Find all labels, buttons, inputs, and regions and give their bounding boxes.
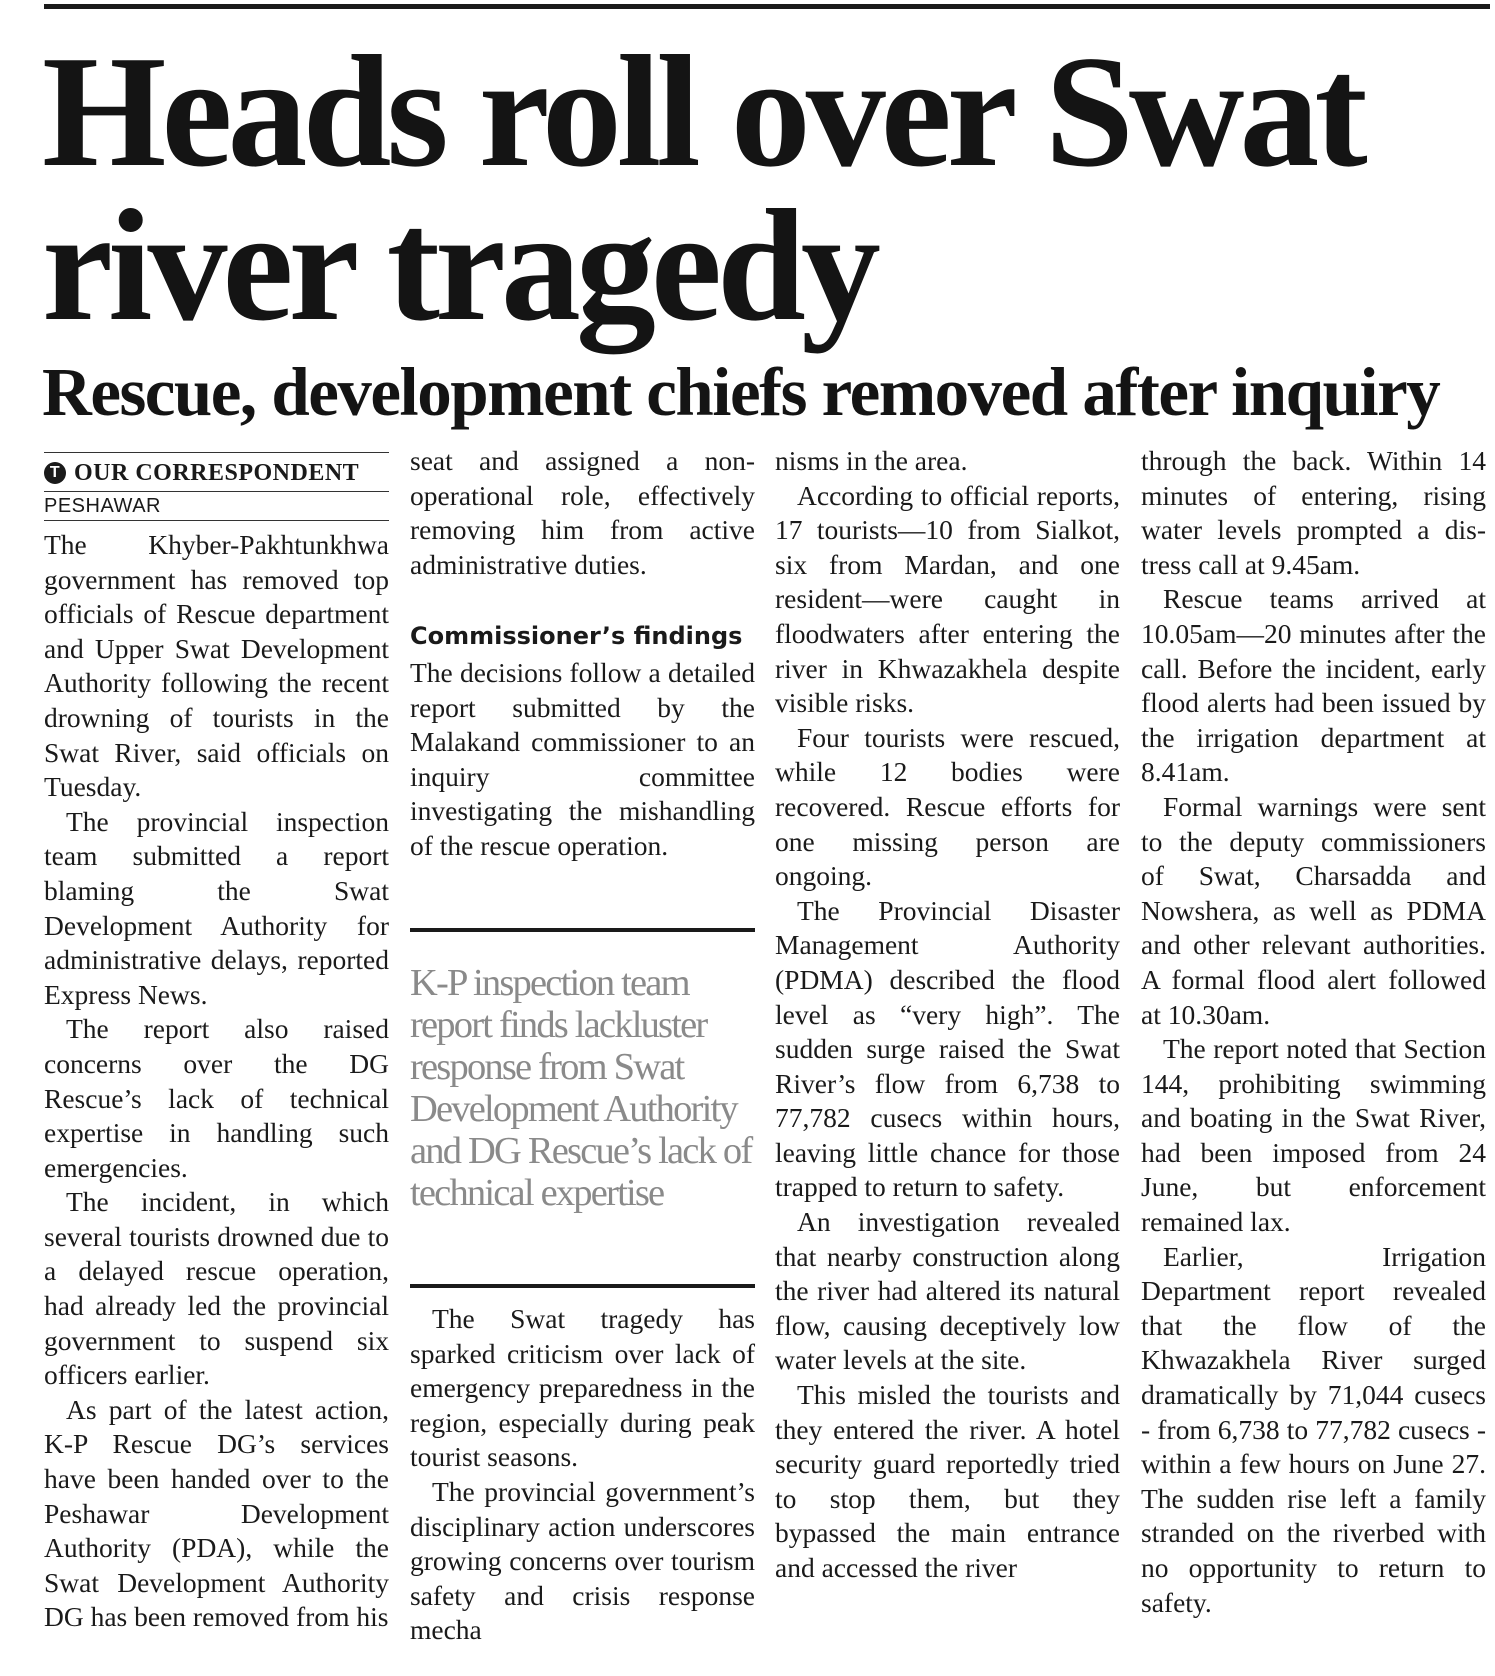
paragraph: The provincial inspection team submitted a report blaming the Swat Development Authority for administrative delays, reported Express News. (44, 805, 389, 1010)
paragraph: The decisions follow a detailed report submitted by the Malakand commissioner to an inquiry committee investigating the mishandling of the rescue operation. (410, 657, 755, 861)
article-column-2-top (410, 444, 755, 582)
paragraph: seat and assigned a non-operational role, effectively removing him from active administrative duties. (410, 445, 755, 580)
byline-top-rule (44, 452, 389, 453)
paragraph: The report noted that Section 144, prohibiting swimming and boating in the Swat River, had been imposed from 24 June, but enforcement remained lax. (1141, 1033, 1486, 1238)
pull-quote-bottom-rule (410, 1284, 755, 1288)
pull-quote: K-P inspection team report finds lackluster response from Swat Development Authority and DG Rescue’s lack of technical expertise (410, 962, 752, 1214)
pull-quote-top-rule (410, 928, 755, 932)
paragraph: through the back. Within 14 minutes of entering, rising water levels prompted a distress call at 9.45am. (1141, 445, 1486, 580)
article-column-2-bottom (410, 1302, 755, 1648)
paragraph: Four tourists were rescued, while 12 bodies were recovered. Rescue efforts for one missing person are ongoing. (775, 721, 1120, 892)
paragraph: The incident, in which several tourists drowned due to a delayed rescue operation, had already led the provincial government to suspend six officers earlier. (44, 1186, 389, 1391)
dateline: PESHAWAR (44, 495, 161, 517)
byline (44, 452, 389, 521)
article-column-2-mid (410, 656, 755, 864)
section-heading: Commissioner’s findings (410, 622, 743, 650)
paragraph: This misled the tourists and they entered the river. A hotel security guard reportedly tried to stop them, but they bypassed the main entrance and accessed the river (775, 1379, 1120, 1583)
paragraph: Earlier, Irrigation Department report revealed that the flow of the Khwazakhela River surged dramatically by 71,044 cusecs - from 6,738 to 77,782 cusecs - within a few hours on June 27. The sudden rise left a family stranded on the riverbed with no opportunity to return to safety. (1141, 1240, 1486, 1618)
tribune-logo-icon: T (44, 462, 66, 484)
paragraph: As part of the latest action, K-P Rescue DG’s services have been handed over to the Peshawar Development Authority (PDA), while the Swat Development Authority DG has been removed from his (44, 1393, 389, 1633)
headline: Heads roll over Swat river tragedy (42, 22, 1363, 354)
subheadline: Rescue, development chiefs removed after inquiry (42, 354, 1440, 430)
article-column-1 (44, 528, 389, 1635)
paragraph: The Khyber-Pakhtunkhwa government has removed top officials of Rescue department and Upper Swat Development Authority following the recent drowning of tourists in the Swat River, said officials on Tuesday. (44, 529, 389, 803)
article-column-4 (1141, 444, 1486, 1620)
paragraph: The provincial government’s disciplinary action underscores growing concerns over tourism safety and crisis response mecha (410, 1475, 755, 1646)
paragraph: The Provincial Disaster Management Authority (PDMA) described the flood level as “very high”. The sudden surge raised the Swat River’s flow from 6,738 to 77,782 cusecs within hours, leaving little chance for those trapped to return to safety. (775, 894, 1120, 1203)
paragraph: The Swat tragedy has sparked criticism over lack of emergency preparedness in the region, especially during peak tourist seasons. (410, 1303, 755, 1473)
byline-author: OUR CORRESPONDENT (74, 460, 360, 486)
paragraph: According to official reports, 17 tourists—10 from Sialkot, six from Mardan, and one resident—were caught in floodwaters after entering the river in Khwazakhela despite visible risks. (775, 479, 1120, 719)
paragraph: Formal warnings were sent to the deputy commissioners of Swat, Charsadda and Nowshera, as well as PDMA and other relevant authorities. A formal flood alert followed at 10.30am. (1141, 790, 1486, 1030)
top-rule (44, 4, 1490, 9)
paragraph: The report also raised concerns over the DG Rescue’s lack of technical expertise in handling such emergencies. (44, 1013, 389, 1183)
paragraph: nisms in the area. (775, 445, 968, 476)
article-column-3 (775, 444, 1120, 1586)
paragraph: Rescue teams arrived at 10.05am—20 minutes after the call. Before the incident, early flood alerts had been issued by the irrigation department at 8.41am. (1141, 583, 1486, 788)
byline-bottom-rule (44, 520, 389, 521)
paragraph: An investigation revealed that nearby construction along the river had altered its natural flow, causing deceptively low water levels at the site. (775, 1206, 1120, 1376)
